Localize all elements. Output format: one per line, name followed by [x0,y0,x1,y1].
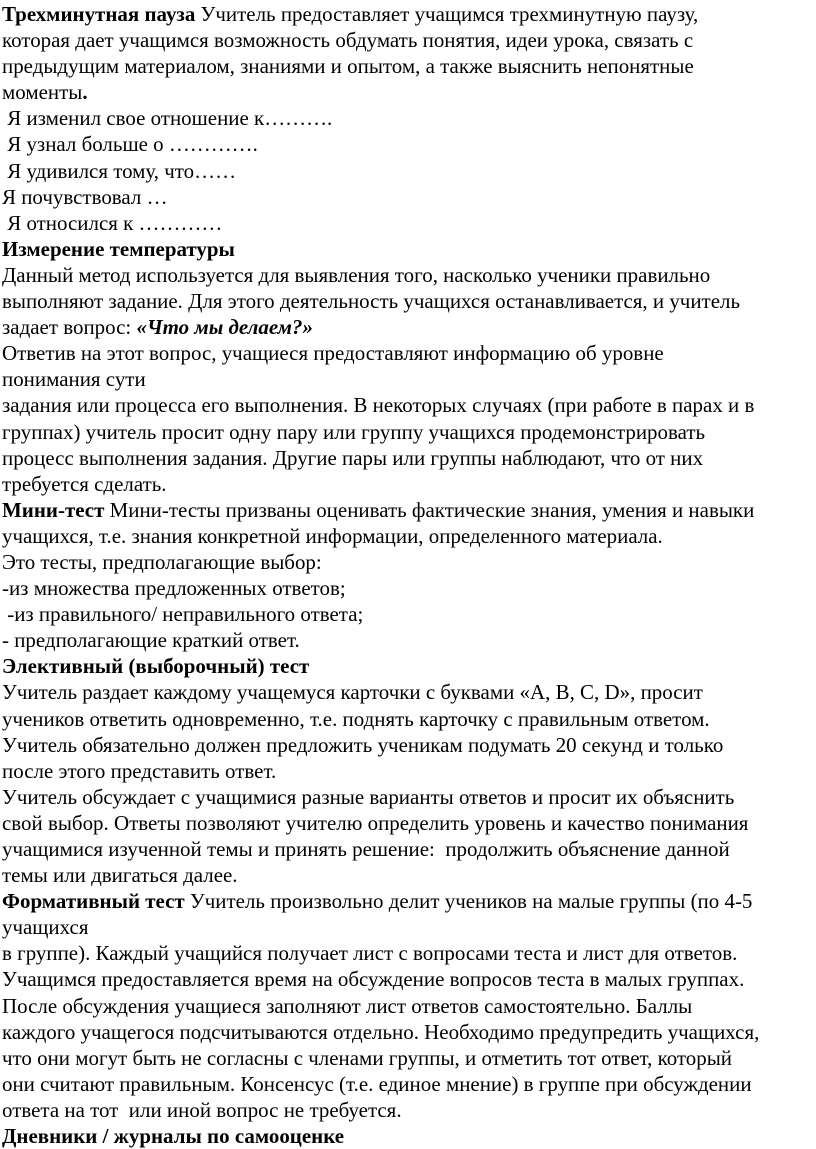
formative-text: ответа на тот или иной вопрос не требуется. [2,1097,402,1122]
pause-text-line [2,79,814,105]
elective-text: свой выбор. Ответы позволяют учителю определить уровень и качество понимания [2,810,749,835]
minitest-text: учащихся, т.е. знания конкретной информации, определенного материала. [2,523,663,548]
pause-prompt: Я относился к ………… [2,210,223,235]
elective-text: Учитель обязательно должен предложить ученикам подумать 20 секунд и только [2,732,724,757]
formative-text: учащихся [2,915,89,940]
formative-paragraph-line [2,888,814,914]
minitest-paragraph-line [2,497,814,523]
pause-text: предыдущим материалом, знаниями и опытом, а также выяснить непонятные [2,54,694,79]
formative-heading: Формативный тест [2,889,185,914]
diaries-heading: Дневники / журналы по самооценке [2,1124,345,1149]
formative-text: что они могут быть не согласны с членами группы, и отметить тот ответ, который [2,1045,733,1070]
minitest-text: Это тесты, предполагающие выбор: [2,549,322,574]
formative-text: Учитель произвольно делит учеников на малые группы (по 4-5 [184,889,753,914]
elective-text: Учитель раздает каждому учащемуся карточки с буквами «A, B, C, D», просит [2,680,703,705]
formative-text: в группе). Каждый учащийся получает лист с вопросами теста и лист для ответов. [2,941,738,966]
temperature-heading: Измерение температуры [2,236,235,261]
temperature-text: понимания сути [2,367,146,392]
minitest-list-item: -из множества предложенных ответов; [2,576,346,601]
elective-heading: Элективный (выборочный) тест [2,654,310,679]
temperature-text: процесс выполнения задания. Другие пары или группы наблюдают, что от них [2,445,704,470]
formative-text: После обсуждения учащиеся заполняют лист ответов самостоятельно. Баллы [2,993,693,1018]
pause-prompt: Я удивился тому, что…… [2,158,237,183]
elective-text: учащимися изученной темы и принять решение: продолжить объяснение данной [2,837,730,861]
pause-paragraph-line [2,1,814,27]
temperature-question-line [2,314,814,340]
elective-text: Учитель обсуждает с учащимися разные варианты ответов и просит их объяснить [2,784,735,809]
pause-text: Учитель предоставляет учащимся трехминутную паузу, [200,2,699,26]
minitest-heading: Мини-тест [2,497,105,522]
elective-text: после этого представить ответ. [2,758,277,783]
pause-heading: Трехминутная пауза [2,2,196,26]
temperature-text: группах) учитель просит одну пару или группу учащихся продемонстрировать [2,419,706,444]
temperature-text: Ответив на этот вопрос, учащиеся предоставляют информацию об уровне [2,341,664,366]
pause-prompt: Я почувствовал … [2,184,168,209]
temperature-text: Данный метод используется для выявления того, насколько ученики правильно [2,262,711,287]
temperature-text: задает вопрос: [2,315,137,340]
minitest-list-item: - предполагающие краткий ответ. [2,628,300,653]
temperature-text: выполняют задание. Для этого деятельность учащихся останавливается, и учитель [2,289,741,314]
minitest-text: Мини-тесты призваны оценивать фактические знания, умения и навыки [104,497,755,522]
elective-text: темы или двигаться далее. [2,863,238,888]
pause-text-period: . [82,80,88,105]
pause-text: которая дает учащимся возможность обдумать понятия, идеи урока, связать с [2,28,694,53]
minitest-list-item: -из правильного/ неправильного ответа; [2,602,364,627]
pause-prompt: Я изменил свое отношение к………. [2,106,333,131]
elective-text: учеников ответить одновременно, т.е. поднять карточку с правильным ответом. [2,706,710,731]
formative-text: Учащимся предоставляется время на обсуждение вопросов теста в малых группах. [2,967,745,992]
pause-text: моменты [2,80,83,105]
temperature-text: задания или процесса его выполнения. В некоторых случаях (при работе в парах и в [2,393,755,418]
temperature-question: «Что мы делаем?» [136,315,313,340]
pause-prompt: Я узнал больше о …………. [2,132,258,157]
temperature-text: требуется сделать. [2,471,167,496]
formative-text: они считают правильным. Консенсус (т.е. единое мнение) в группе при обсуждении [2,1071,752,1096]
formative-text: каждого учащегося подсчитываются отдельно. Необходимо предупредить учащихся, [2,1019,760,1044]
